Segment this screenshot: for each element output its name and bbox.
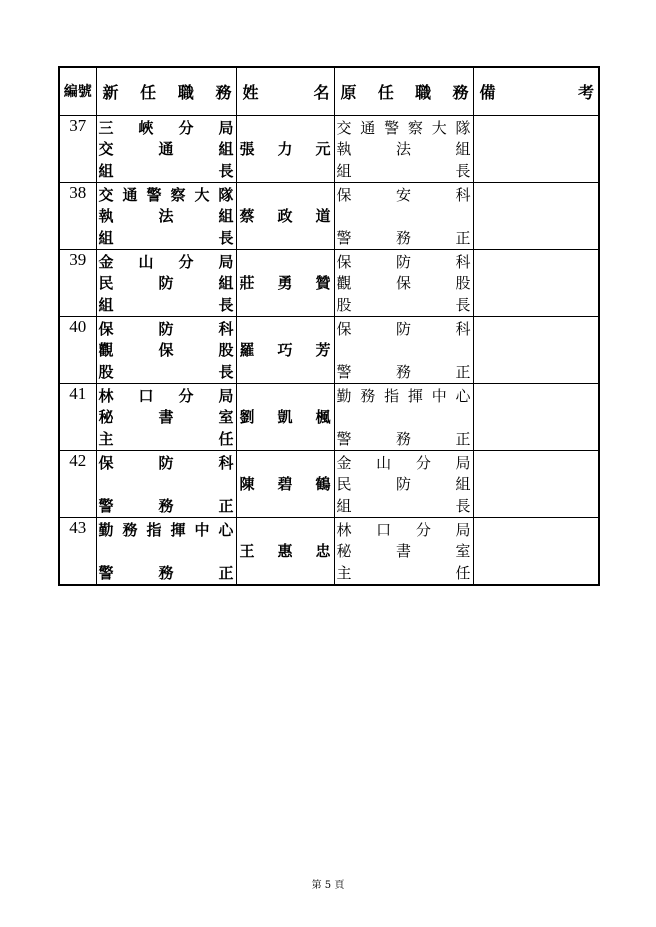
new-title-line: 勤 務 指 揮 中 心: [98, 520, 234, 539]
new-title-line: 組 長: [98, 228, 234, 247]
orig-title-line: [335, 207, 473, 225]
orig-title-line: 警 務 正: [336, 228, 471, 247]
person-name: [236, 115, 334, 182]
new-title: [96, 249, 236, 316]
remark-cell: [473, 450, 599, 517]
new-title-line: 三 峽 分 局: [98, 118, 234, 137]
table-row: [59, 316, 599, 383]
person-name: [236, 517, 334, 585]
orig-title-line: 林 口 分 局: [336, 520, 471, 539]
new-title-line: 林 口 分 局: [98, 386, 234, 405]
header-new-title: 新 任 職 務: [96, 67, 236, 115]
row-number: 38: [59, 182, 96, 249]
person-name: [236, 316, 334, 383]
new-title-line: 主 任: [98, 429, 234, 448]
new-title-line: 組 長: [98, 295, 234, 314]
row-number: 40: [59, 316, 96, 383]
row-number: 43: [59, 517, 96, 585]
new-title-line: 股 長: [98, 362, 234, 381]
orig-title-line: 股 長: [336, 295, 471, 314]
person-name-text: 王 惠 忠: [239, 542, 331, 560]
table-row: [59, 383, 599, 450]
person-name: [236, 182, 334, 249]
orig-title: [334, 450, 473, 517]
orig-title-line: 保 安 科: [336, 185, 471, 204]
header-num: 編號: [59, 67, 96, 115]
orig-title: [334, 115, 473, 182]
row-number: 37: [59, 115, 96, 182]
orig-title-line: 民 防 組: [336, 475, 471, 493]
new-title: [96, 517, 236, 585]
orig-title-line: 警 務 正: [336, 429, 471, 448]
new-title-line: [97, 542, 236, 560]
person-name-text: 莊 勇 贊: [239, 274, 331, 292]
orig-title-line: 組 長: [336, 496, 471, 515]
table-row: [59, 517, 599, 585]
orig-title-line: 金 山 分 局: [336, 453, 471, 472]
remark-cell: [473, 249, 599, 316]
new-title-line: 交 通 警 察 大 隊: [98, 185, 234, 204]
orig-title-line: 組 長: [336, 161, 471, 180]
header-remark: 備 考: [473, 67, 599, 115]
person-name: [236, 249, 334, 316]
person-name-text: 陳 碧 鶴: [239, 475, 331, 493]
orig-title-line: 保 防 科: [336, 252, 471, 271]
remark-cell: [473, 115, 599, 182]
orig-title: [334, 316, 473, 383]
new-title-line: 警 務 正: [98, 563, 234, 582]
remark-cell: [473, 517, 599, 585]
orig-title: [334, 517, 473, 585]
table-row: [59, 450, 599, 517]
header-orig-title: 原 任 職 務: [334, 67, 473, 115]
new-title-line: 金 山 分 局: [98, 252, 234, 271]
personnel-table: [58, 66, 600, 586]
table-row: [59, 115, 599, 182]
new-title-line: 民 防 組: [98, 274, 234, 292]
orig-title-line: 勤 務 指 揮 中 心: [336, 386, 471, 405]
orig-title: [334, 182, 473, 249]
orig-title-line: 觀 保 股: [336, 274, 471, 292]
new-title-line: 觀 保 股: [98, 341, 234, 359]
new-title-line: 保 防 科: [98, 453, 234, 472]
page-number: 第 5 頁: [311, 880, 345, 891]
new-title: [96, 182, 236, 249]
table-row: [59, 182, 599, 249]
new-title: [96, 316, 236, 383]
remark-cell: [473, 182, 599, 249]
person-name-text: 蔡 政 道: [239, 207, 331, 225]
orig-title-line: [335, 408, 473, 426]
orig-title-line: [335, 341, 473, 359]
person-name: [236, 450, 334, 517]
remark-cell: [473, 316, 599, 383]
row-number: 41: [59, 383, 96, 450]
remark-cell: [473, 383, 599, 450]
new-title-line: 保 防 科: [98, 319, 234, 338]
new-title-line: 秘 書 室: [98, 408, 234, 426]
new-title-line: 警 務 正: [98, 496, 234, 515]
new-title-line: [97, 475, 236, 493]
table-row: [59, 249, 599, 316]
orig-title-line: 主 任: [336, 563, 471, 582]
row-number: 42: [59, 450, 96, 517]
header-name: 姓 名: [236, 67, 334, 115]
person-name-text: 羅 巧 芳: [239, 341, 331, 359]
orig-title-line: 秘 書 室: [336, 542, 471, 560]
person-name: [236, 383, 334, 450]
row-number: 39: [59, 249, 96, 316]
orig-title-line: 執 法 組: [336, 140, 471, 158]
new-title: [96, 450, 236, 517]
orig-title-line: 警 務 正: [336, 362, 471, 381]
new-title-line: 交 通 組: [98, 140, 234, 158]
orig-title-line: 保 防 科: [336, 319, 471, 338]
new-title-line: 執 法 組: [98, 207, 234, 225]
orig-title: [334, 249, 473, 316]
new-title: [96, 115, 236, 182]
table-header-row: [59, 67, 599, 115]
new-title: [96, 383, 236, 450]
orig-title-line: 交 通 警 察 大 隊: [336, 118, 471, 137]
person-name-text: 張 力 元: [239, 140, 331, 158]
orig-title: [334, 383, 473, 450]
new-title-line: 組 長: [98, 161, 234, 180]
person-name-text: 劉 凱 楓: [239, 408, 331, 426]
